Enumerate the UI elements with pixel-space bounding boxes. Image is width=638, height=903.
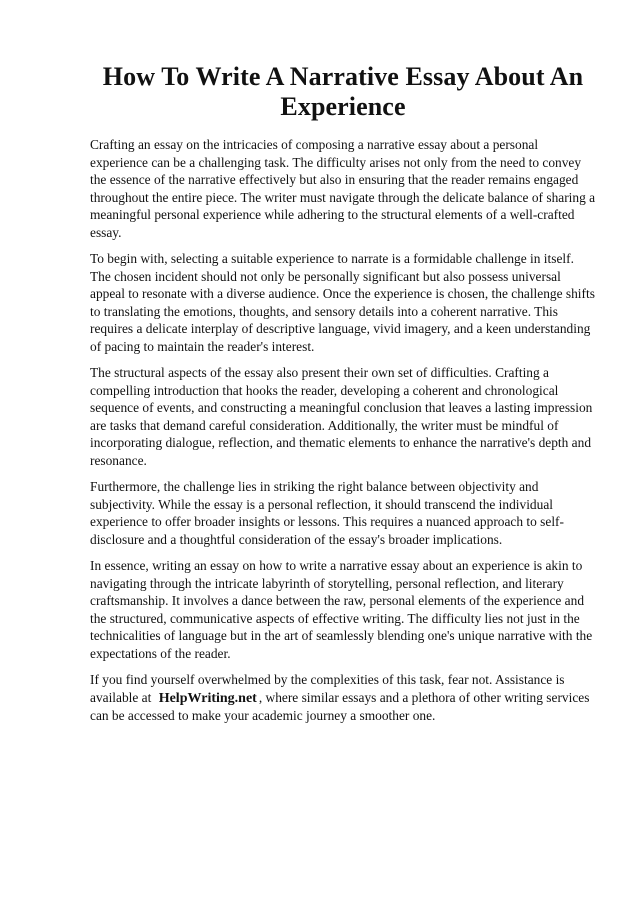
closing-text-before-link: If you find yourself overwhelmed by the complexities of this task, fear not. Assistance is available at <box>90 672 565 705</box>
paragraph-2: To begin with, selecting a suitable experience to narrate is a formidable challenge in itself. The chosen incident should not only be personally significant but also possess universal appeal to resonate with a diverse audience. Once the experience is chosen, the challenge shifts to translating the emotions, thoughts, and sensory details into a coherent narrative. This requires a delicate interplay of descriptive language, vivid imagery, and a keen understanding of pacing to maintain the reader's interest. <box>90 251 595 354</box>
paragraph-1: Crafting an essay on the intricacies of composing a narrative essay about a personal experience can be a challenging task. The difficulty arises not only from the need to convey the essence of the narrative effectively but also in ensuring that the reader remains engaged throughout the entire piece. The writer must navigate through the delicate balance of sharing a meaningful personal experience while adhering to the structural elements of a well-crafted essay. <box>90 137 596 240</box>
closing-text-after-link: , where similar essays and a plethora of other writing services can be accessed to make your academic journey a smoother one. <box>90 689 590 723</box>
helpwriting-link[interactable]: HelpWriting.net <box>158 690 257 706</box>
paragraph-3: The structural aspects of the essay also present their own set of difficulties. Crafting a compelling introduction that hooks the reader, developing a coherent and chronological sequence of events, and constructing a meaningful conclusion that leaves a lasting impression are tasks that demand careful consideration. Additionally, the writer must be mindful of incorporating dialogue, reflection, and thematic elements to enhance the narrative's depth and resonance. <box>90 365 593 468</box>
closing-paragraph <box>90 671 596 725</box>
paragraph-5: In essence, writing an essay on how to write a narrative essay about an experience is akin to navigating through the intricate labyrinth of storytelling, personal reflection, and literary craftsmanship. It involves a dance between the raw, personal elements of the experience and the structured, communicative aspects of effective writing. The difficulty lies not just in the technicalities of language but in the art of seamlessly blending one's unique narrative with the expectations of the reader. <box>90 558 593 661</box>
document-title: How To Write A Narrative Essay About An Experience <box>102 62 584 121</box>
document-page <box>90 62 596 734</box>
paragraph-4: Furthermore, the challenge lies in striking the right balance between objectivity and subjectivity. While the essay is a personal reflection, it should transcend the individual experience to offer broader insights or lessons. This requires a nuanced approach to self-disclosure and a thoughtful consideration of the essay's broader implications. <box>90 479 564 547</box>
